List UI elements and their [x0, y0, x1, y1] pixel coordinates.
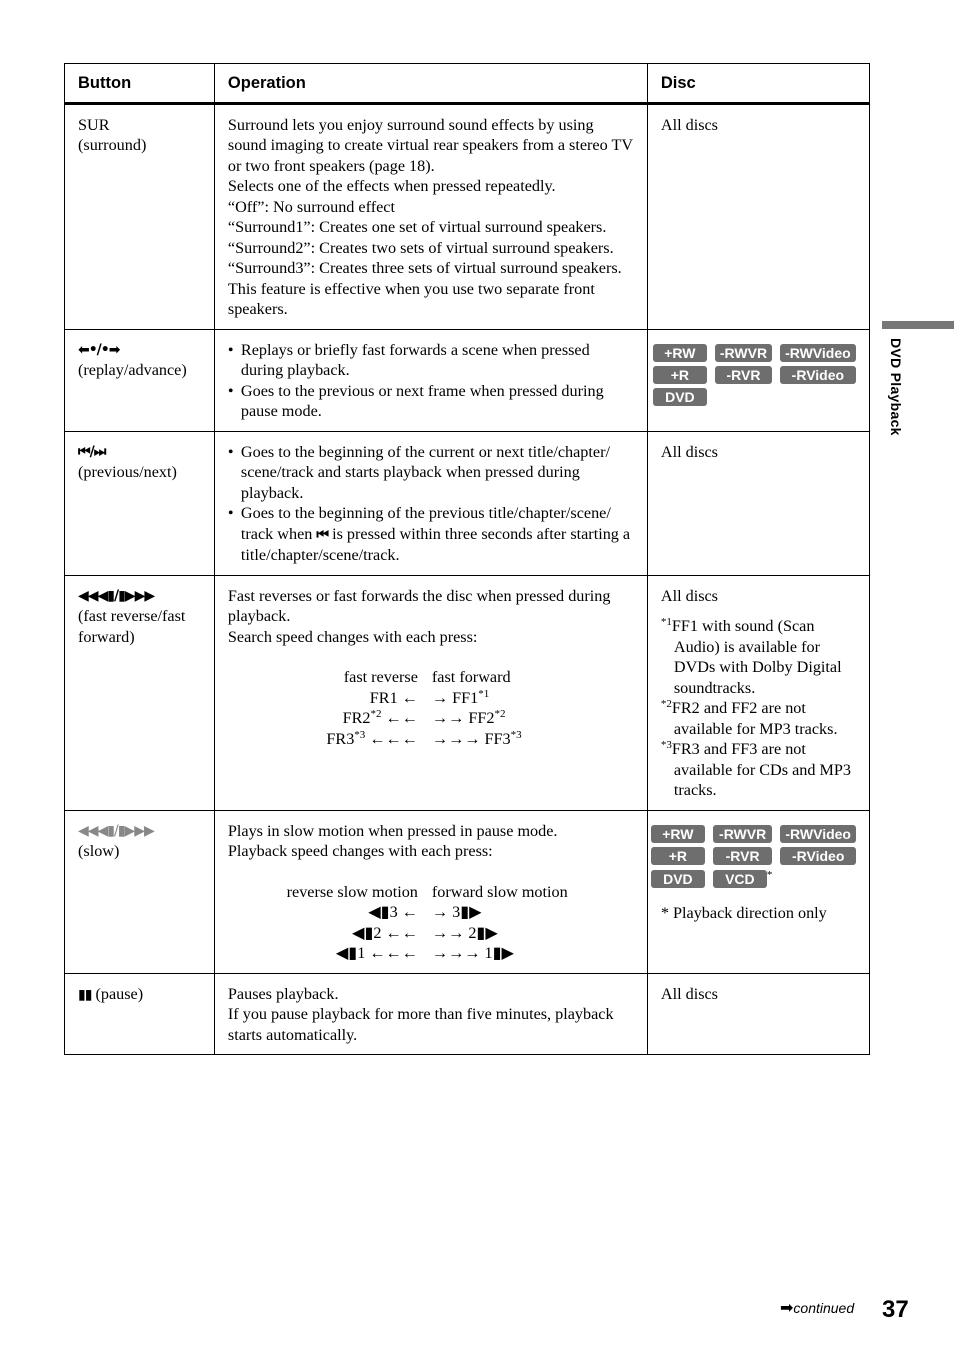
header-button: Button — [65, 64, 215, 104]
operation-cell — [214, 575, 647, 810]
button-sublabel: (replay/advance) — [78, 361, 187, 379]
op-bullet — [228, 503, 634, 566]
button-cell — [65, 431, 215, 575]
speed-fr2: FR2$^{*2}$ ←← — [342, 708, 418, 727]
footnotes — [661, 616, 856, 801]
footnote: $^{*1}$FF1 with sound (Scan Audio) is available for DVDs with Dolby Digital soundtracks. — [660, 616, 842, 697]
speed-head-left: fast reverse — [343, 668, 418, 686]
op-text: If you pause playback for more than five minutes, playback starts automatically. — [227, 1005, 614, 1044]
op-text: Pauses playback. — [227, 984, 339, 1003]
slow-rev-1: ◀▮1 ←←← — [335, 944, 418, 962]
operation-cell — [214, 431, 647, 575]
table-row — [65, 810, 870, 973]
speed-head-right: forward slow motion — [431, 882, 568, 901]
button-cell — [65, 973, 215, 1055]
disc-badge-plus-rw: +RW — [651, 825, 705, 843]
disc-badge-plus-r: +R — [651, 847, 705, 865]
op-text: Fast reverses or fast forwards the disc when pressed during playback. — [227, 586, 611, 625]
fast-reverse-forward-icon: ◀◀◀▮/▮▶▶▶ — [78, 587, 155, 604]
button-sublabel: (fast reverse/fast forward) — [78, 607, 186, 646]
disc-cell — [647, 575, 869, 810]
button-cell — [65, 575, 215, 810]
speed-fr1: FR1 ← — [369, 688, 418, 707]
disc-badge-rw-vr: -RWVR — [715, 344, 772, 362]
speed-ff3: →→→ $FF3^{*3}$ — [431, 728, 522, 748]
disc-cell: All discs — [647, 103, 869, 329]
arrow-right-icon: ➡ — [780, 1300, 794, 1317]
table-row — [65, 329, 870, 431]
op-text: “Off”: No surround effect — [227, 197, 395, 216]
header-operation: Operation — [214, 64, 647, 104]
op-bullet: • Goes to the beginning of the current or next title/chapter/ scene/track and starts playback when pressed during playback. — [228, 442, 634, 504]
table-row — [65, 575, 870, 810]
header-disc: Disc — [647, 64, 869, 104]
button-sublabel: (slow) — [78, 842, 120, 860]
op-text: This feature is effective when you use two separate front speakers. — [227, 279, 595, 318]
button-sublabel: (pause) — [95, 984, 144, 1003]
button-cell — [65, 103, 215, 329]
disc-cell: All discs — [647, 431, 869, 575]
footnote: $^{*3}$FR3 and FF3 are not available for CDs and MP3 tracks. — [660, 739, 852, 799]
speed-head-left: reverse slow motion — [286, 882, 418, 901]
op-text: “Surround3”: Creates three sets of virtual surround speakers. — [227, 259, 622, 277]
disc-cell — [647, 329, 869, 431]
slow-rev-3: ◀▮3 ← — [368, 903, 418, 921]
previous-icon: ⏮ — [316, 526, 329, 543]
operation-cell — [214, 329, 647, 431]
operation-cell — [214, 810, 647, 973]
op-bullet: • Replays or briefly fast forwards a scene when pressed during playback. — [228, 340, 634, 381]
operation-cell — [214, 973, 647, 1055]
button-label: SUR — [78, 115, 110, 134]
op-text: Surround lets you enjoy surround sound effects by using sound imaging to create virtual rear speakers from a stereo TV or two front speakers (page 18). — [227, 115, 633, 175]
speed-head-right: fast forward — [431, 668, 511, 686]
disc-badge-plus-rw: +RW — [653, 344, 707, 362]
disc-badge-r-video: -RVideo — [780, 366, 856, 384]
footnote: $^{*2}$FR2 and FF2 are not available for MP3 tracks. — [660, 698, 838, 738]
button-sublabel: (surround) — [78, 136, 147, 154]
vcd-asterisk: * — [766, 868, 773, 881]
speed-fr3: FR3$^{*3}$ ←←← — [326, 728, 418, 748]
disc-cell — [647, 810, 869, 973]
disc-badge-rw-video: -RWVideo — [780, 825, 856, 843]
disc-badges — [653, 344, 856, 406]
disc-badge-rw-vr: -RWVR — [713, 825, 773, 843]
slow-rev-2: ◀▮2 ←← — [352, 923, 418, 942]
op-text: Playback speed changes with each press: — [227, 842, 493, 860]
op-text: Goes to the beginning of the previous title/chapter/scene/ track when — [240, 504, 611, 543]
button-cell — [65, 329, 215, 431]
page-number: 37 — [882, 1296, 909, 1323]
button-sublabel: (previous/next) — [78, 463, 177, 481]
disc-badges — [651, 825, 856, 890]
op-bullet: • Goes to the previous or next frame when pressed during pause mode. — [228, 381, 634, 422]
disc-cell: All discs — [647, 973, 869, 1055]
speed-ff2: →→ $FF2^{*2}$ — [431, 708, 506, 727]
previous-next-icon: ⏮/⏭ — [78, 443, 106, 460]
disc-badge-dvd: DVD — [651, 870, 705, 888]
op-text: Plays in slow motion when pressed in pause mode. — [227, 821, 558, 840]
slow-fwd-3: → 3▮▶ — [431, 903, 482, 921]
op-text: “Surround1”: Creates one set of virtual surround speakers. — [227, 218, 607, 236]
disc-badge-rw-video: -RWVideo — [780, 344, 856, 362]
slow-icon: ◀◀◀▮/▮▶▶▶ — [78, 822, 154, 839]
search-speed-table — [228, 667, 634, 749]
side-tab-bar — [882, 321, 954, 329]
continued-label: ➡continued — [780, 1300, 855, 1317]
disc-badge-r-video: -RVideo — [780, 847, 856, 865]
button-label — [78, 984, 201, 1006]
op-text: is pressed within three seconds after starting a title/chapter/scene/track. — [240, 524, 631, 564]
table-row — [65, 431, 870, 575]
slow-fwd-1: →→→ 1▮▶ — [431, 944, 514, 962]
replay-advance-icon: ⬅•/•➡ — [78, 341, 120, 358]
operation-cell — [214, 103, 647, 329]
disc-badge-r-vr: -RVR — [713, 847, 773, 865]
pause-icon: ▮▮ — [78, 986, 92, 1003]
disc-badge-vcd: VCD — [713, 870, 767, 888]
slow-speed-table — [228, 882, 634, 964]
side-tab-label: DVD Playback — [888, 338, 904, 436]
table-header-row — [65, 64, 870, 104]
slow-fwd-2: →→ 2▮▶ — [431, 923, 498, 942]
button-cell — [65, 810, 215, 973]
disc-badge-plus-r: +R — [653, 366, 707, 384]
op-text: “Surround2”: Creates two sets of virtual surround speakers. — [227, 238, 614, 257]
op-text: Search speed changes with each press: — [227, 627, 478, 646]
disc-text: All discs — [660, 586, 718, 605]
disc-badge-dvd: DVD — [653, 388, 707, 406]
vcd-badge-group — [713, 869, 773, 890]
disc-badge-r-vr: -RVR — [715, 366, 772, 384]
button-operation-table — [64, 63, 870, 1055]
op-text: Selects one of the effects when pressed repeatedly. — [227, 177, 556, 195]
table-row — [65, 973, 870, 1055]
playback-direction-note: * Playback direction only — [660, 904, 827, 922]
table-row — [65, 103, 870, 329]
speed-ff1: → $FF1^{*1}$ — [431, 687, 490, 707]
